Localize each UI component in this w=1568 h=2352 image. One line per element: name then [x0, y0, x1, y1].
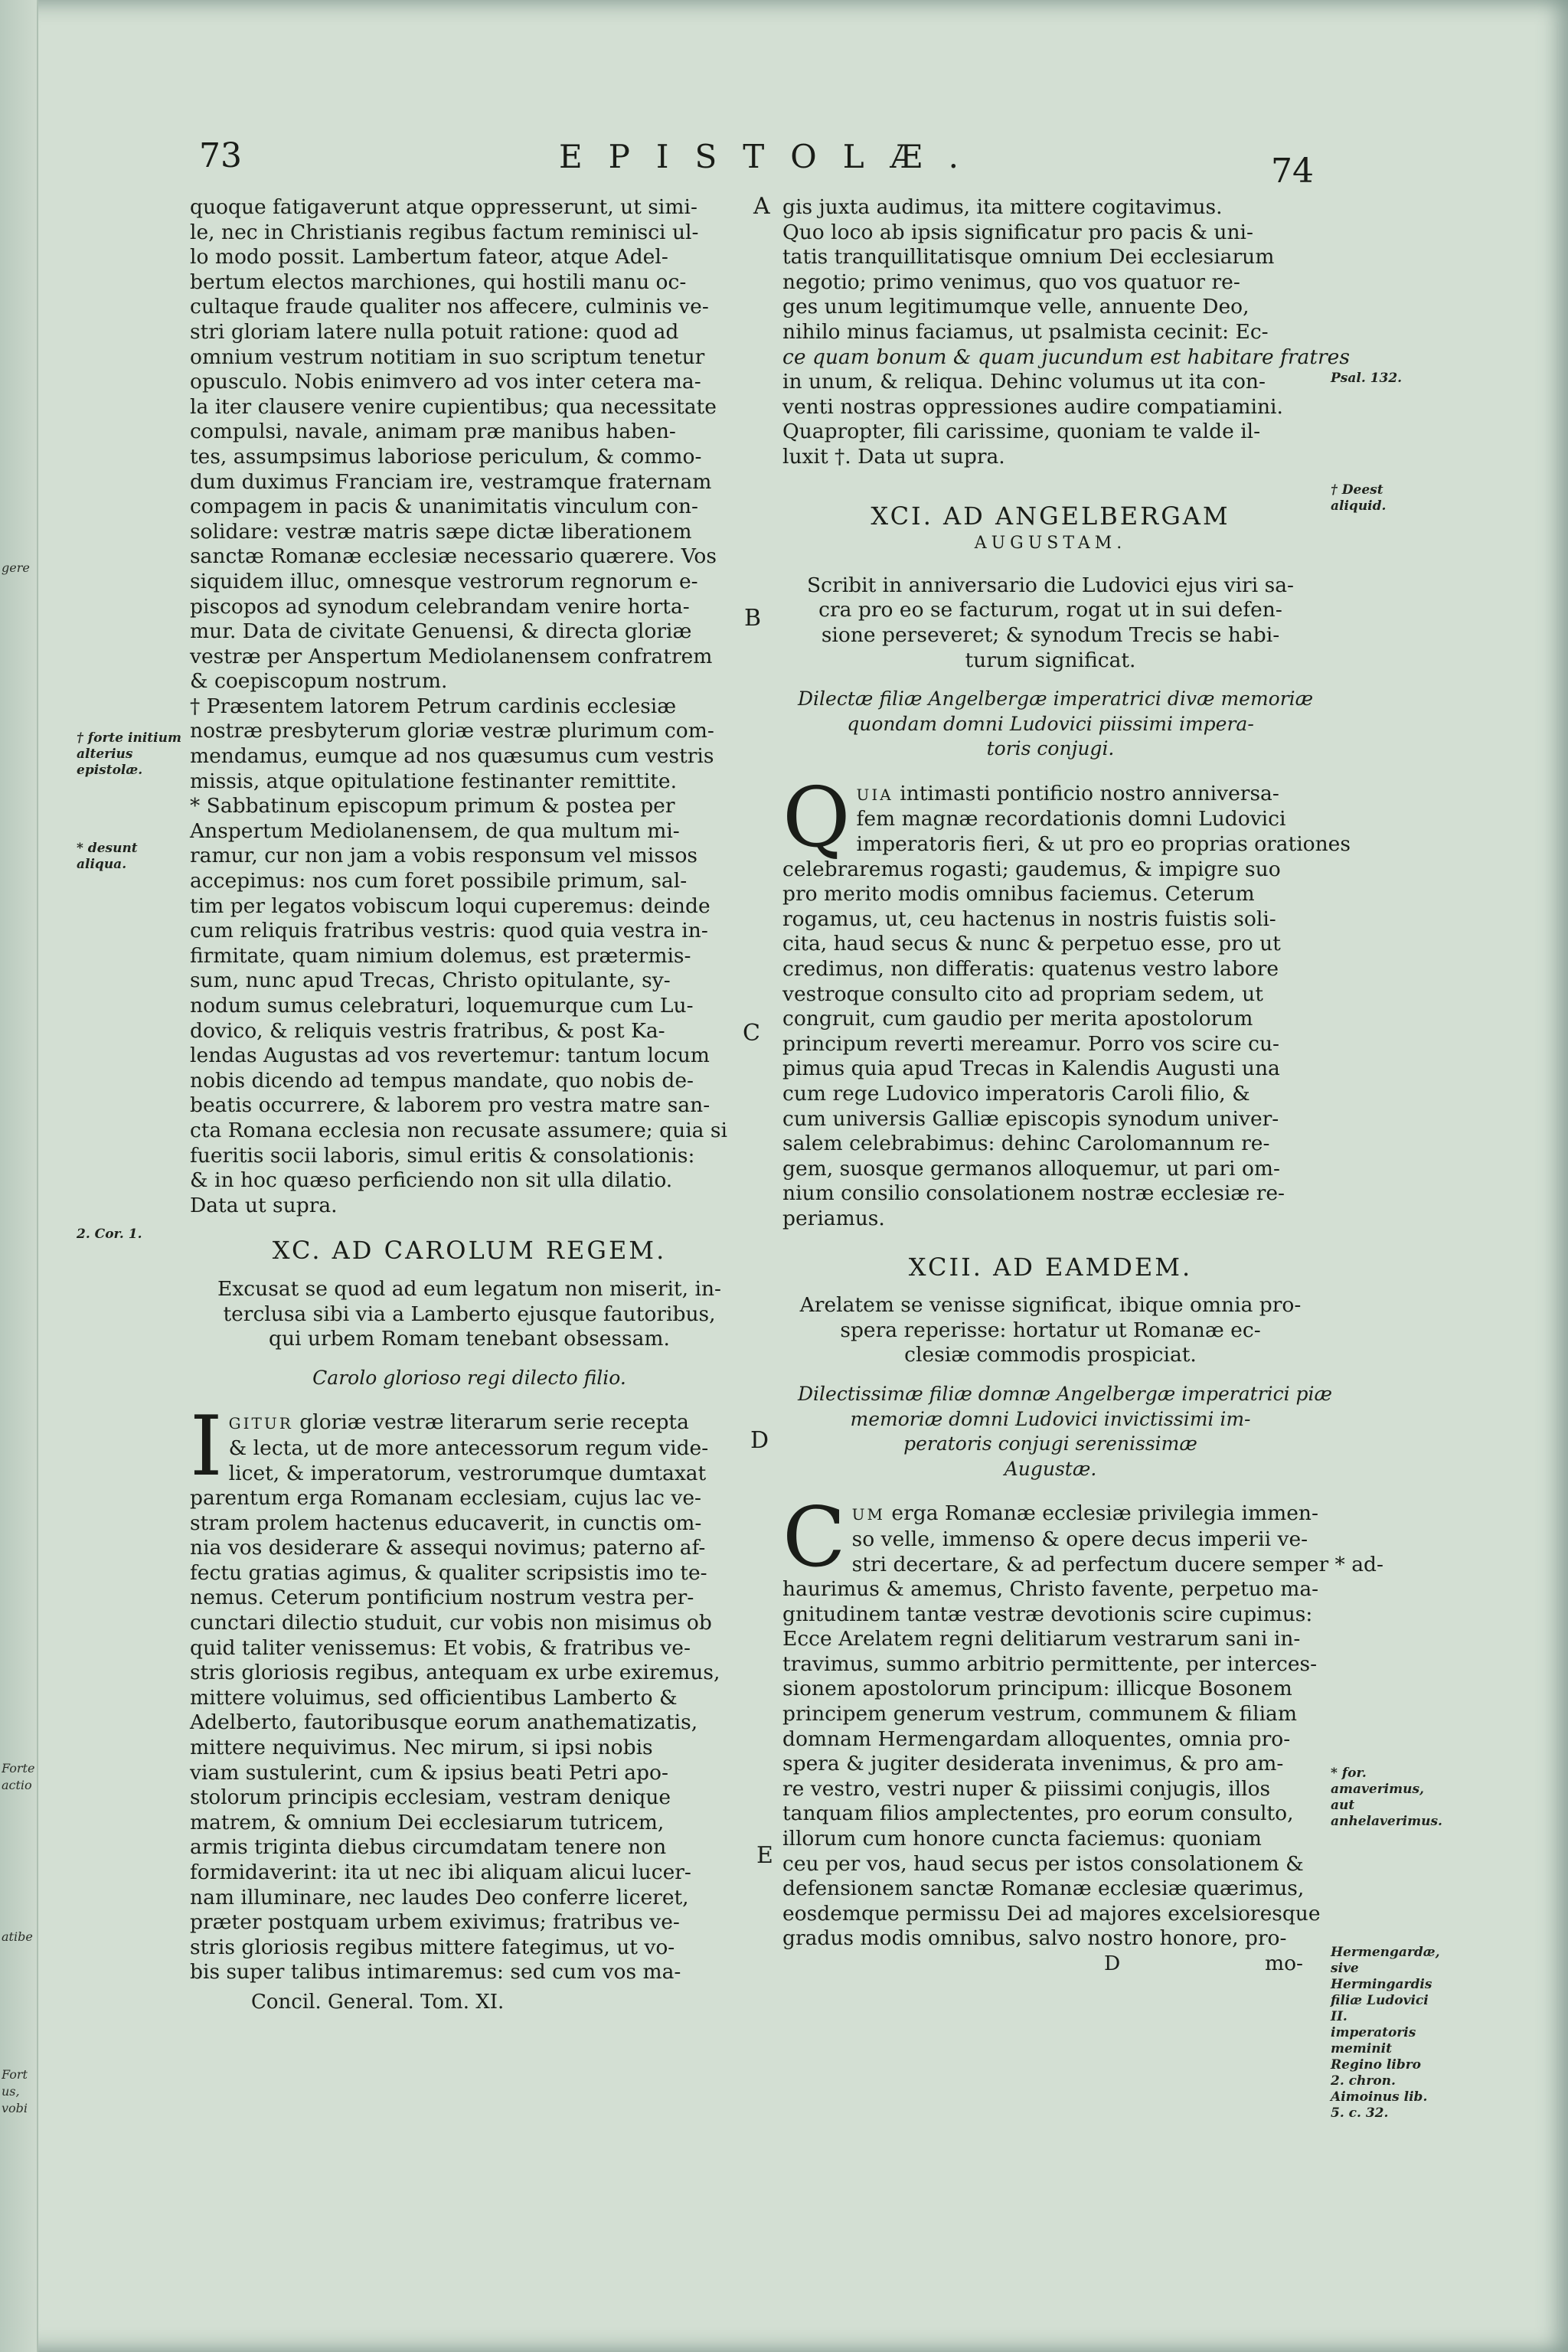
text-line: omnium vestrum notitiam in suo scriptum tenetur: [190, 345, 705, 369]
gutter-edge: [0, 0, 38, 2352]
text-line: nostræ presbyterum gloriæ vestræ plurimum com-: [190, 719, 714, 743]
margin-note: † forte initium alterius epistolæ.: [77, 730, 181, 778]
letter-address: [798, 687, 1314, 762]
text-line: tim per legatos vobiscum loqui cuperemus: deinde: [190, 893, 710, 918]
text-line: pro merito modis omnibus faciemus. Ceterum: [782, 882, 1255, 906]
summary-line: cra pro eo se facturum, rogat ut in sui defen-: [818, 598, 1282, 622]
letter-summary: [198, 1277, 741, 1352]
text-line: domnam Hermengardam alloquentes, omnia pro-: [782, 1726, 1291, 1751]
text-line: quoque fatigaverunt atque oppresserunt, ut simi-: [190, 195, 697, 219]
address-line: memoriæ domni Ludovici invictissimi im-: [850, 1407, 1251, 1430]
text-line: rogamus, ut, ceu hactenus in nostris fuistis soli-: [782, 906, 1276, 931]
text-line: nam illuminare, nec laudes Deo conferre liceret,: [190, 1885, 689, 1909]
text-line: opusculo. Nobis enimvero ad vos inter cetera ma-: [190, 370, 701, 394]
gutter-note: gere: [2, 560, 30, 575]
left-top-paragraph: [190, 195, 749, 1218]
text-line: ges unum legitimumque velle, annuente Deo,: [782, 295, 1250, 319]
text-line: pimus quia apud Trecas in Kalendis Augusti una: [782, 1057, 1280, 1081]
text-line: periamus.: [782, 1206, 885, 1230]
section-marker: E: [756, 1842, 773, 1869]
section-marker: D: [750, 1427, 769, 1454]
text-line: nihilo minus faciamus, ut psalmista cecinit: Ec-: [782, 319, 1269, 344]
address-line: quondam domni Ludovici piissimi impera-: [847, 712, 1254, 735]
letter-body: [782, 769, 1351, 1232]
summary-line: Scribit in anniversario die Ludovici ejus viri sa-: [807, 573, 1294, 597]
text-line: lo modo possit. Lambertum fateor, atque Adel-: [190, 245, 668, 270]
address-line: Dilectæ filiæ Angelbergæ imperatrici divæ memoriæ: [798, 688, 1314, 710]
text-line: missis, atque opitulatione festinanter remittite.: [190, 769, 677, 793]
text-line: haurimus & amemus, Christo favente, perpetuo ma-: [782, 1577, 1319, 1602]
text-line: parentum erga Romanam ecclesiam, cujus lac ve-: [190, 1486, 701, 1511]
text-line: matrem, & omnium Dei ecclesiarum tutricem,: [190, 1810, 665, 1834]
text-line: ce quam bonum & quam jucundum est habitare fratres: [782, 345, 1350, 369]
gutter-note: vobi: [2, 2101, 28, 2115]
text-line: compulsi, navale, animam præ manibus haben-: [190, 420, 676, 444]
page-number-right: 74: [1271, 152, 1314, 191]
text-line: vestroque consulto cito ad propriam sedem, ut: [782, 982, 1263, 1006]
text-line: Adelberto, fautoribusque eorum anathematizatis,: [190, 1710, 698, 1735]
text-line: celebraremus rogasti; gaudemus, & impigre suo: [782, 857, 1281, 881]
gutter-note: us,: [2, 2084, 20, 2099]
section-marker: A: [753, 193, 770, 220]
text-line: gloriæ vestræ literarum serie recepta: [299, 1410, 689, 1435]
text-line: bis super talibus intimaremus: sed cum vos ma-: [190, 1960, 681, 1984]
text-line: mur. Data de civitate Genuensi, & directa gloriæ: [190, 619, 692, 644]
letter-heading-xc: XC. AD CAROLUM REGEM.: [272, 1236, 667, 1266]
letter-heading-xci: XCI. AD ANGELBERGAM: [871, 501, 1230, 531]
text-line: stri gloriam latere nulla potuit ratione: quod ad: [190, 319, 679, 344]
summary-line: Arelatem se venisse significat, ibique omnia pro-: [799, 1293, 1302, 1318]
text-line: cultaque fraude qualiter nos affecere, culminis ve-: [190, 295, 709, 319]
gutter-note: Forte: [2, 1761, 35, 1775]
text-line: sanctæ Romanæ ecclesiæ necessario quærere. Vos: [190, 544, 717, 569]
text-line: Quapropter, fili carissime, quoniam te valde il-: [782, 420, 1261, 444]
text-line: accepimus: nos cum foret possibile primum, sal-: [190, 869, 688, 893]
text-line: † Præsentem latorem Petrum cardinis ecclesiæ: [190, 694, 677, 718]
text-line: stris gloriosis regibus mittere fategimus, ut vo-: [190, 1935, 675, 1959]
text-line: mendamus, eumque ad nos quæsumus cum vestris: [190, 744, 714, 769]
letter-body: [782, 1490, 1383, 1952]
text-line: Data ut supra.: [190, 1193, 338, 1217]
text-line: lendas Augustas ad vos revertemur: tantum locum: [190, 1044, 710, 1068]
address-line: Dilectissimæ filiæ domnæ Angelbergæ imperatrici piæ: [798, 1382, 1333, 1405]
right-top-paragraph: [782, 195, 1350, 470]
text-line: dum duximus Franciam ire, vestramque fraternam: [190, 469, 712, 494]
text-line: ramur, cur non jam a vobis responsum vel missos: [190, 844, 698, 868]
letter-subheading: AUGUSTAM.: [974, 534, 1127, 554]
margin-note: * desunt aliqua.: [77, 841, 138, 872]
text-line: eosdemque permissu Dei ad majores excelsioresque: [782, 1901, 1321, 1926]
first-word: GITUR: [228, 1414, 293, 1433]
text-line: & coepiscopum nostrum.: [190, 669, 448, 694]
text-line: salem celebrabimus: dehinc Carolomannum re-: [782, 1132, 1270, 1156]
signature-mark: D: [1104, 1952, 1121, 1975]
text-line: Anspertum Mediolanensem, de qua multum mi-: [190, 818, 680, 843]
text-line: ceu per vos, haud secus per istos consolationem &: [782, 1851, 1304, 1876]
text-line: stolorum principis ecclesiam, vestram denique: [190, 1785, 671, 1810]
text-line: tes, assumpsimus laboriose periculum, & commo-: [190, 444, 702, 469]
text-line: cunctari dilectio studuit, cur vobis non misimus ob: [190, 1611, 712, 1635]
text-line: congruit, cum gaudio per merita apostolorum: [782, 1007, 1253, 1031]
summary-line: sione perseveret; & synodum Trecis se habi-: [821, 622, 1280, 647]
margin-note: Hermengardæ, sive Hermingardis filiæ Ludovici II. imperatoris meminit Regino libro 2. chron. Aimoinus lib. 5. c. 32.: [1331, 1945, 1440, 2121]
text-line: intimasti pontificio nostro anniversa-: [900, 781, 1279, 805]
text-line: gnitudinem tantæ vestræ devotionis scire cupimus:: [782, 1602, 1313, 1626]
text-line: siquidem illuc, omnesque vestrorum regnorum e-: [190, 569, 698, 593]
text-line: credimus, non differatis: quatenus vestro labore: [782, 957, 1279, 982]
text-line: stram prolem hactenus educaverit, in cunctis om-: [190, 1511, 702, 1535]
summary-line: Excusat se quod ad eum legatum non miserit, in-: [217, 1276, 721, 1301]
text-line: beatis occurrere, & laborem pro vestra matre san-: [190, 1093, 710, 1118]
text-line: gis juxta audimus, ita mittere cogitavimus.: [782, 195, 1223, 219]
text-line: stri decertare, & ad perfectum ducere semper * ad-: [851, 1552, 1383, 1576]
text-line: defensionem sanctæ Romanæ ecclesiæ quærimus,: [782, 1877, 1305, 1901]
text-line: negotio; primo venimus, quo vos quatuor re-: [782, 270, 1240, 294]
text-line: bertum electos marchiones, qui hostili manu oc-: [190, 270, 687, 294]
text-line: re vestro, vestri nuper & piissimi conjugis, illos: [782, 1776, 1271, 1801]
text-line: vestræ per Anspertum Mediolanensem confratrem: [190, 644, 713, 668]
text-line: gem, suosque germanos alloquemur, ut pari om-: [782, 1156, 1280, 1181]
text-line: la iter clausere venire cupientibus; qua necessitate: [190, 394, 717, 419]
text-line: viam sustulerint, cum & ipsius beati Petri apo-: [190, 1760, 668, 1785]
gutter-note: atibe: [2, 1929, 33, 1944]
text-line: tatis tranquillitatisque omnium Dei ecclesiarum: [782, 245, 1275, 270]
text-line: nodum sumus celebraturi, loquemurque cum Lu-: [190, 994, 694, 1018]
letter-summary: [790, 573, 1311, 673]
text-line: licet, & imperatorum, vestrorumque dumtaxat: [228, 1461, 707, 1485]
text-line: armis triginta diebus circumdatam tenere non: [190, 1835, 667, 1860]
gutter-note: actio: [2, 1778, 32, 1792]
text-line: cta Romana ecclesia non recusate assumere; quia si: [190, 1118, 727, 1142]
section-marker: B: [744, 605, 762, 632]
summary-line: spera reperisse: hortatur ut Romanæ ec-: [840, 1318, 1261, 1342]
text-line: spera & jugiter desiderata invenimus, & pro am-: [782, 1752, 1284, 1776]
text-line: stris gloriosis regibus, antequam ex urbe exiremus,: [190, 1661, 720, 1685]
text-line: Quo loco ab ipsis significatur pro pacis & uni-: [782, 220, 1253, 244]
text-line: cum reliquis fratribus vestris: quod quia vestra in-: [190, 919, 708, 943]
text-line: * Sabbatinum episcopum primum & postea per: [190, 794, 675, 818]
margin-note: 2. Cor. 1.: [77, 1227, 142, 1242]
text-line: luxit †. Data ut supra.: [782, 444, 1005, 469]
margin-note: * for. amaverimus, aut anhelaverimus.: [1331, 1766, 1442, 1829]
signature-line: Concil. General. Tom. XI.: [251, 1990, 505, 2014]
text-line: principum reverti mereamur. Porro vos scire cu-: [782, 1031, 1279, 1056]
text-line: & in hoc quæso perficiendo non sit ulla dilatio.: [190, 1168, 673, 1193]
text-line: compagem in pacis & unanimitatis vinculum con-: [190, 495, 698, 519]
text-line: nia vos desiderare & assequi novimus; paterno af-: [190, 1536, 706, 1560]
text-line: & lecta, ut de more antecessorum regum vide-: [228, 1436, 709, 1460]
text-line: mittere voluimus, sed officientibus Lamberto &: [190, 1685, 678, 1710]
section-marker: C: [743, 1020, 760, 1047]
text-line: quid taliter venissemus: Et vobis, & fratribus ve-: [190, 1635, 691, 1660]
first-word: UM: [851, 1505, 885, 1524]
text-line: firmitate, quam nimium dolemus, est prætermis-: [190, 943, 691, 968]
text-line: fueritis socii laboris, simul eritis & consolationis:: [190, 1143, 695, 1168]
text-line: cita, haud secus & nunc & perpetuo esse, pro ut: [782, 932, 1281, 956]
text-line: travimus, summo arbitrio permittente, per interces-: [782, 1651, 1318, 1676]
text-line: gradus modis omnibus, salvo nostro honore, pro-: [782, 1926, 1287, 1951]
text-line: nemus. Ceterum pontificium nostrum vestra per-: [190, 1586, 694, 1610]
margin-note: † Deest aliquid.: [1331, 482, 1387, 514]
letter-address: Carolo glorioso regi dilecto filio.: [312, 1366, 626, 1389]
text-line: tanquam filios amplectentes, pro eorum consulto,: [782, 1802, 1294, 1826]
text-line: principem generum vestrum, communem & filiam: [782, 1702, 1297, 1726]
text-line: in unum, & reliqua. Dehinc volumus ut ita con-: [782, 370, 1266, 394]
text-line: nobis dicendo ad tempus mandate, quo nobis de-: [190, 1068, 694, 1093]
first-word: UIA: [856, 785, 893, 804]
running-title: EPISTOLÆ.: [559, 138, 985, 175]
margin-note: Psal. 132.: [1331, 371, 1403, 386]
address-line: toris conjugi.: [986, 737, 1115, 760]
summary-line: qui urbem Romam tenebant obsessam.: [269, 1327, 670, 1351]
summary-line: turum significat.: [965, 648, 1136, 672]
letter-heading-xcii: XCII. AD EAMDEM.: [908, 1252, 1193, 1282]
text-line: fem magnæ recordationis domni Ludovici: [856, 807, 1286, 831]
text-line: erga Romanæ ecclesiæ privilegia immen-: [891, 1501, 1318, 1526]
text-line: fectu gratias agimus, & qualiter scripsistis imo te-: [190, 1560, 707, 1585]
text-line: sionem apostolorum principum: illicque Bosonem: [782, 1677, 1292, 1701]
summary-line: clesiæ commodis prospiciat.: [904, 1343, 1197, 1367]
text-line: solidare: vestræ matris sæpe dictæ liberationem: [190, 519, 692, 544]
address-line: Augustæ.: [1004, 1457, 1097, 1480]
gutter-note: Fort: [2, 2067, 28, 2082]
page-number-left: 73: [199, 136, 242, 175]
catchword: mo-: [1264, 1952, 1303, 1975]
text-line: cum universis Galliæ episcopis synodum univer-: [782, 1106, 1279, 1131]
text-line: dovico, & reliquis vestris fratribus, & post Ka-: [190, 1018, 665, 1043]
text-line: illorum cum honore cuncta faciemus: quoniam: [782, 1827, 1262, 1851]
text-line: formidaverint: ita ut nec ibi aliquam alicui lucer-: [190, 1860, 691, 1884]
summary-line: terclusa sibi via a Lamberto ejusque fautoribus,: [223, 1302, 716, 1326]
address-line: peratoris conjugi serenissimæ: [903, 1432, 1197, 1455]
text-line: imperatoris fieri, & ut pro eo proprias orationes: [856, 832, 1351, 857]
text-line: cum rege Ludovico imperatoris Caroli filio, &: [782, 1082, 1250, 1106]
letter-address: [798, 1382, 1333, 1481]
text-line: Ecce Arelatem regni delitiarum vestrarum sani in-: [782, 1627, 1301, 1651]
text-line: mittere nequivimus. Nec mirum, si ipsi nobis: [190, 1736, 653, 1760]
drop-cap: Q: [782, 769, 851, 866]
drop-cap: I: [190, 1399, 223, 1495]
drop-cap: C: [782, 1490, 846, 1586]
text-line: piscopos ad synodum celebrandam venire horta-: [190, 594, 690, 619]
text-line: præter postquam urbem exivimus; fratribus ve-: [190, 1910, 680, 1935]
page-header: [176, 132, 1340, 193]
text-line: sum, nunc apud Trecas, Christo opitulante, sy-: [190, 969, 671, 993]
left-column: [190, 195, 749, 2015]
letter-body: [190, 1399, 749, 1985]
letter-summary: [790, 1293, 1311, 1368]
text-line: venti nostras oppressiones audire compatiamini.: [782, 394, 1283, 419]
text-line: nium consilio consolationem nostræ ecclesiæ re-: [782, 1181, 1285, 1206]
text-line: le, nec in Christianis regibus factum reminisci ul-: [190, 220, 699, 244]
text-line: so velle, immenso & opere decus imperii ve-: [851, 1527, 1308, 1551]
